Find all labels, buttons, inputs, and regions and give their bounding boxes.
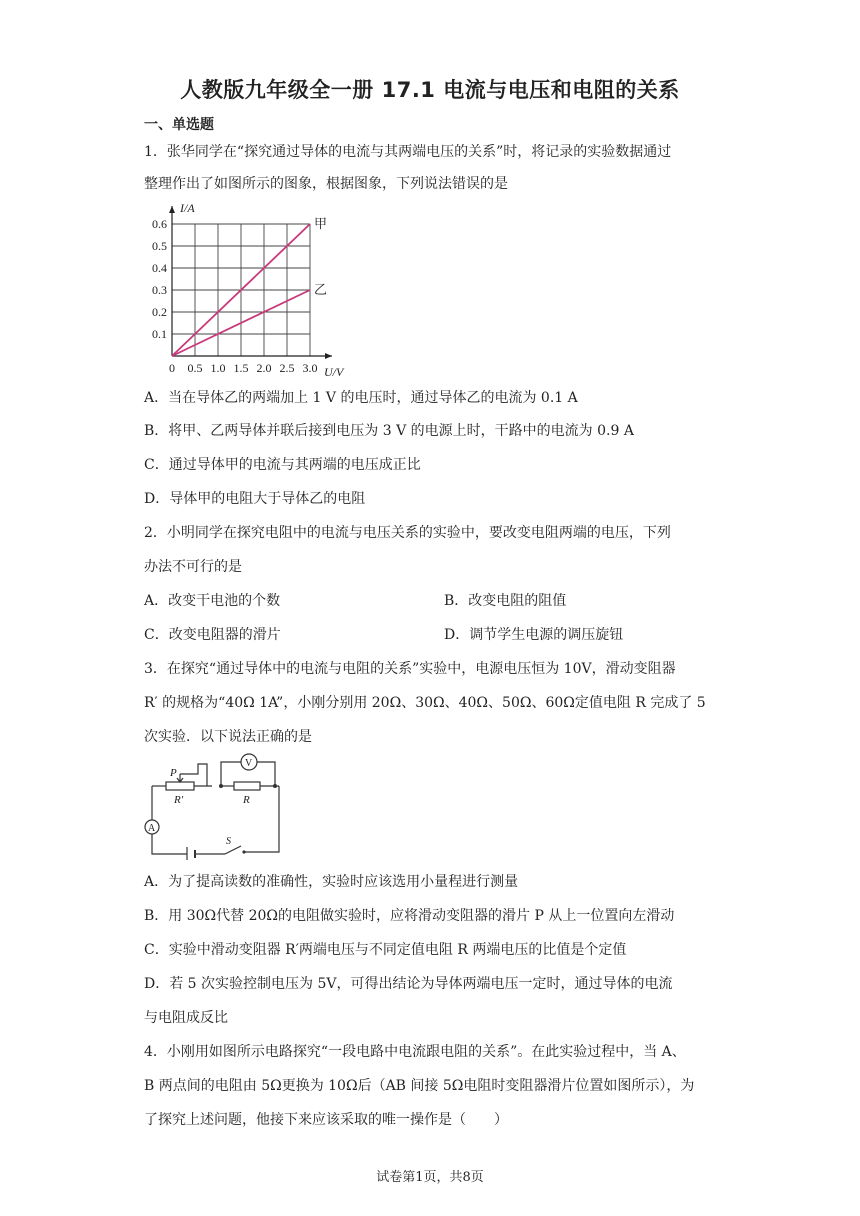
q1-option-d: D．导体甲的电阻大于导体乙的电阻 [144, 491, 366, 507]
x-axis-arrow [325, 353, 332, 359]
q3-option-a: A．为了提高读数的准确性，实验时应该选用小量程进行测量 [144, 874, 519, 890]
q4-stem-line1: 4．小刚用如图所示电路探究“一段电路中电流跟电阻的关系”。在此实验过程中，当 A、 [144, 1044, 686, 1060]
q1-stem-line2: 整理作出了如图所示的图象，根据图象，下列说法错误的是 [144, 176, 508, 192]
x-axis-label: U/V [324, 365, 344, 379]
q2-stem-line1: 2．小明同学在探究电阻中的电流与电压关系的实验中，要改变电阻两端的电压，下列 [144, 525, 671, 541]
page-title: 人教版九年级全一册 17.1 电流与电压和电阻的关系 [180, 78, 680, 102]
label-p: P [170, 767, 177, 779]
label-rprime: R′ [174, 794, 184, 806]
junction-left [219, 784, 223, 788]
x-tick-label: 2.5 [279, 361, 295, 375]
series-label-yi: 乙 [314, 282, 328, 297]
q2-option-c: C．改变电阻器的滑片 [144, 627, 281, 643]
q2-option-a: A．改变干电池的个数 [144, 593, 281, 609]
y-tick-label: 0.4 [152, 261, 167, 275]
junction-right [273, 784, 277, 788]
label-r: R [243, 794, 250, 806]
q2-option-d: D．调节学生电源的调压旋钮 [444, 627, 624, 643]
q3-option-d: D．若 5 次实验控制电压为 5V，可得出结论为导体两端电压一定时，通过导体的电流 [144, 976, 673, 992]
q1-option-a: A．当在导体乙的两端加上 1 V 的电压时，通过导体乙的电流为 0.1 A [144, 390, 578, 406]
label-a: A [148, 823, 156, 834]
label-v: V [245, 758, 253, 769]
label-s: S [226, 836, 231, 847]
x-tick-label: 1.5 [233, 361, 249, 375]
x-tick-label: 0.5 [187, 361, 203, 375]
y-axis-arrow [169, 206, 175, 213]
slider-p [177, 764, 207, 786]
q3-stem-line3: 次实验．以下说法正确的是 [144, 729, 312, 745]
wire-left-lower [152, 834, 187, 854]
y-axis-label: I/A [180, 201, 195, 215]
q3-option-b: B．用 30Ω代替 20Ω的电阻做实验时，应将滑动变阻器的滑片 P 从上一位置向左滑动 [144, 908, 675, 924]
y-tick-label: 0.1 [152, 327, 167, 341]
y-tick-label: 0.3 [152, 283, 167, 297]
q3-stem-line1: 3．在探究“通过导体中的电流与电阻的关系”实验中，电源电压恒为 10V，滑动变阻器 [144, 661, 676, 677]
q3-option-c: C．实验中滑动变阻器 R′两端电压与不同定值电阻 R 两端电压的比值是个定值 [144, 942, 627, 958]
x-tick-label: 0 [169, 361, 175, 375]
resistor-r-body [234, 782, 260, 790]
q4-stem-line2: B 两点间的电阻由 5Ω更换为 10Ω后（AB 间接 5Ω电阻时变阻器滑片位置如图所示），为 [144, 1078, 695, 1094]
switch-blade [225, 846, 241, 854]
x-tick-label: 3.0 [302, 361, 318, 375]
q1-iu-chart [140, 198, 380, 382]
q4-stem-line3: 了探究上述问题，他接下来应该采取的唯一操作是（ ） [144, 1112, 508, 1128]
y-tick-label: 0.2 [152, 305, 167, 319]
rheostat-body [166, 782, 194, 790]
q1-option-b: B．将甲、乙两导体并联后接到电压为 3 V 的电源上时，干路中的电流为 0.9 A [144, 423, 634, 439]
q2-option-b: B．改变电阻的阻值 [444, 593, 567, 609]
x-tick-label: 1.0 [210, 361, 226, 375]
page-footer: 试卷第1页，共8页 [376, 1170, 484, 1185]
series-label-jia: 甲 [314, 216, 328, 231]
q2-stem-line2: 办法不可行的是 [144, 559, 242, 575]
q3-option-d-continued: 与电阻成反比 [144, 1010, 228, 1026]
section-heading: 一、单选题 [144, 117, 214, 133]
q3-stem-line2: R′ 的规格为“40Ω 1A”，小刚分别用 20Ω、30Ω、40Ω、50Ω、60Ω定值电阻 R 完成了 5 [144, 695, 706, 711]
q1-option-c: C．通过导体甲的电流与其两端的电压成正比 [144, 457, 421, 473]
y-tick-label: 0.6 [152, 217, 167, 231]
q1-stem-line1: 1．张华同学在“探究通过导体的电流与其两端电压的关系”时，将记录的实验数据通过 [144, 144, 672, 160]
switch-contact [242, 850, 245, 853]
q3-circuit-diagram [140, 748, 290, 860]
x-tick-label: 2.0 [256, 361, 272, 375]
y-tick-label: 0.5 [152, 239, 167, 253]
